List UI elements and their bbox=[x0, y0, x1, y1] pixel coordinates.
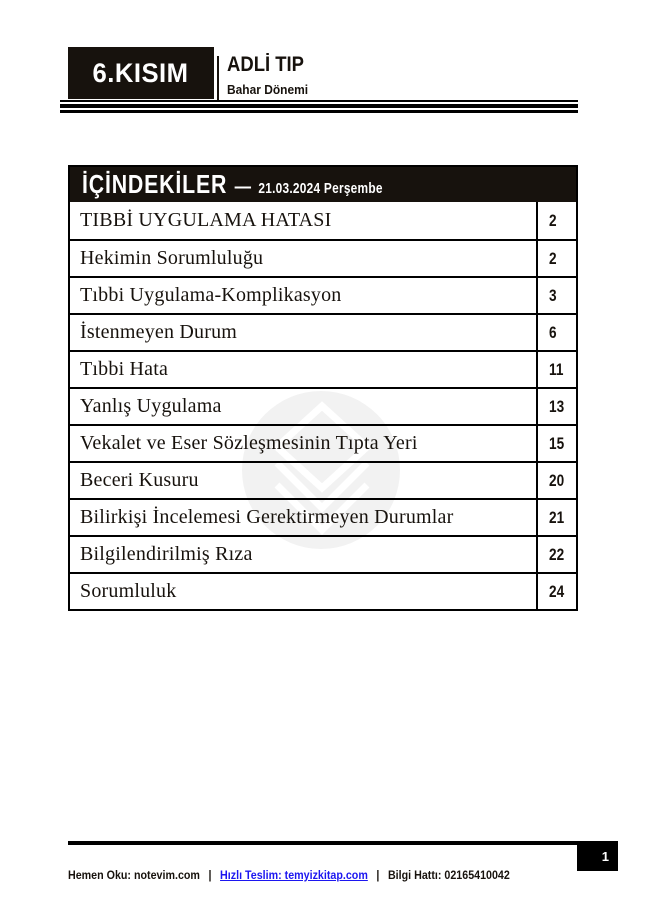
toc-entry-page: 11 bbox=[549, 359, 564, 379]
toc-header-bar bbox=[70, 167, 576, 202]
header-rule-thin bbox=[60, 100, 578, 102]
toc-entry-page-cell bbox=[536, 537, 576, 572]
table-row bbox=[70, 350, 576, 387]
page-number-box bbox=[577, 841, 618, 871]
toc-table bbox=[68, 165, 578, 611]
toc-entry-title: Tıbbi Hata bbox=[80, 358, 169, 380]
table-row bbox=[70, 387, 576, 424]
header-divider bbox=[217, 56, 219, 102]
toc-entry-page-cell bbox=[536, 352, 576, 387]
table-row bbox=[70, 313, 576, 350]
section-number-label: 6.KISIM bbox=[93, 57, 189, 88]
toc-date: 21.03.2024 Perşembe bbox=[258, 181, 383, 197]
table-row bbox=[70, 202, 576, 239]
toc-entry-page: 21 bbox=[549, 507, 565, 527]
toc-body bbox=[70, 202, 576, 609]
toc-entry-title: Vekalet ve Eser Sözleşmesinin Tıpta Yeri bbox=[80, 432, 418, 454]
toc-title: İÇİNDEKİLER bbox=[82, 169, 228, 199]
toc-entry-page-cell bbox=[536, 278, 576, 313]
toc-header-content bbox=[82, 169, 383, 200]
toc-entry-title: İstenmeyen Durum bbox=[80, 321, 238, 343]
toc-entry-page: 22 bbox=[549, 544, 565, 564]
footer-info-label: Bilgi Hattı: 02165410042 bbox=[387, 870, 510, 882]
table-row bbox=[70, 535, 576, 572]
table-row bbox=[70, 572, 576, 609]
table-row bbox=[70, 276, 576, 313]
footer-read-label: Hemen Oku: notevim.com bbox=[68, 870, 200, 882]
toc-entry-title: Bilirkişi İncelemesi Gerektirmeyen Durumlar bbox=[80, 506, 454, 528]
toc-entry-page: 2 bbox=[549, 248, 557, 268]
toc-entry-page-cell bbox=[536, 463, 576, 498]
course-title: ADLİ TIP bbox=[227, 53, 304, 76]
footer-delivery-link[interactable]: Hızlı Teslim: temyizkitap.com bbox=[220, 870, 368, 882]
toc-entry-page: 24 bbox=[549, 581, 565, 601]
footer-rule bbox=[68, 841, 577, 845]
section-number-box bbox=[68, 47, 214, 99]
footer-separator: | bbox=[376, 870, 380, 882]
toc-entry-page: 6 bbox=[549, 322, 557, 342]
page-number: 1 bbox=[601, 848, 609, 864]
table-row bbox=[70, 239, 576, 276]
toc-entry-page-cell bbox=[536, 389, 576, 424]
toc-entry-title: Bilgilendirilmiş Rıza bbox=[80, 543, 253, 565]
toc-entry-title: TIBBİ UYGULAMA HATASI bbox=[80, 209, 332, 231]
toc-entry-page: 2 bbox=[549, 210, 557, 230]
toc-title-dash: — bbox=[234, 176, 252, 198]
footer-separator: | bbox=[208, 870, 212, 882]
toc-entry-page: 13 bbox=[549, 396, 565, 416]
course-subtitle: Bahar Dönemi bbox=[227, 82, 309, 97]
toc-entry-page-cell bbox=[536, 500, 576, 535]
toc-entry-page-cell bbox=[536, 315, 576, 350]
toc-entry-page: 15 bbox=[549, 433, 565, 453]
toc-entry-title: Tıbbi Uygulama-Komplikasyon bbox=[80, 284, 342, 306]
table-row bbox=[70, 424, 576, 461]
toc-entry-page-cell bbox=[536, 241, 576, 276]
toc-entry-page: 20 bbox=[549, 470, 565, 490]
toc-entry-title: Sorumluluk bbox=[80, 580, 177, 602]
toc-entry-title: Beceri Kusuru bbox=[80, 469, 199, 491]
header-rule-thick bbox=[60, 104, 578, 108]
toc-entry-title: Yanlış Uygulama bbox=[80, 395, 222, 417]
header-rule-bottom bbox=[60, 110, 578, 113]
toc-entry-page-cell bbox=[536, 426, 576, 461]
table-row bbox=[70, 498, 576, 535]
toc-entry-page: 3 bbox=[549, 285, 557, 305]
toc-entry-title: Hekimin Sorumluluğu bbox=[80, 247, 264, 269]
toc-entry-page-cell bbox=[536, 202, 576, 239]
table-row bbox=[70, 461, 576, 498]
toc-entry-page-cell bbox=[536, 574, 576, 609]
footer-contact-line bbox=[68, 870, 510, 882]
